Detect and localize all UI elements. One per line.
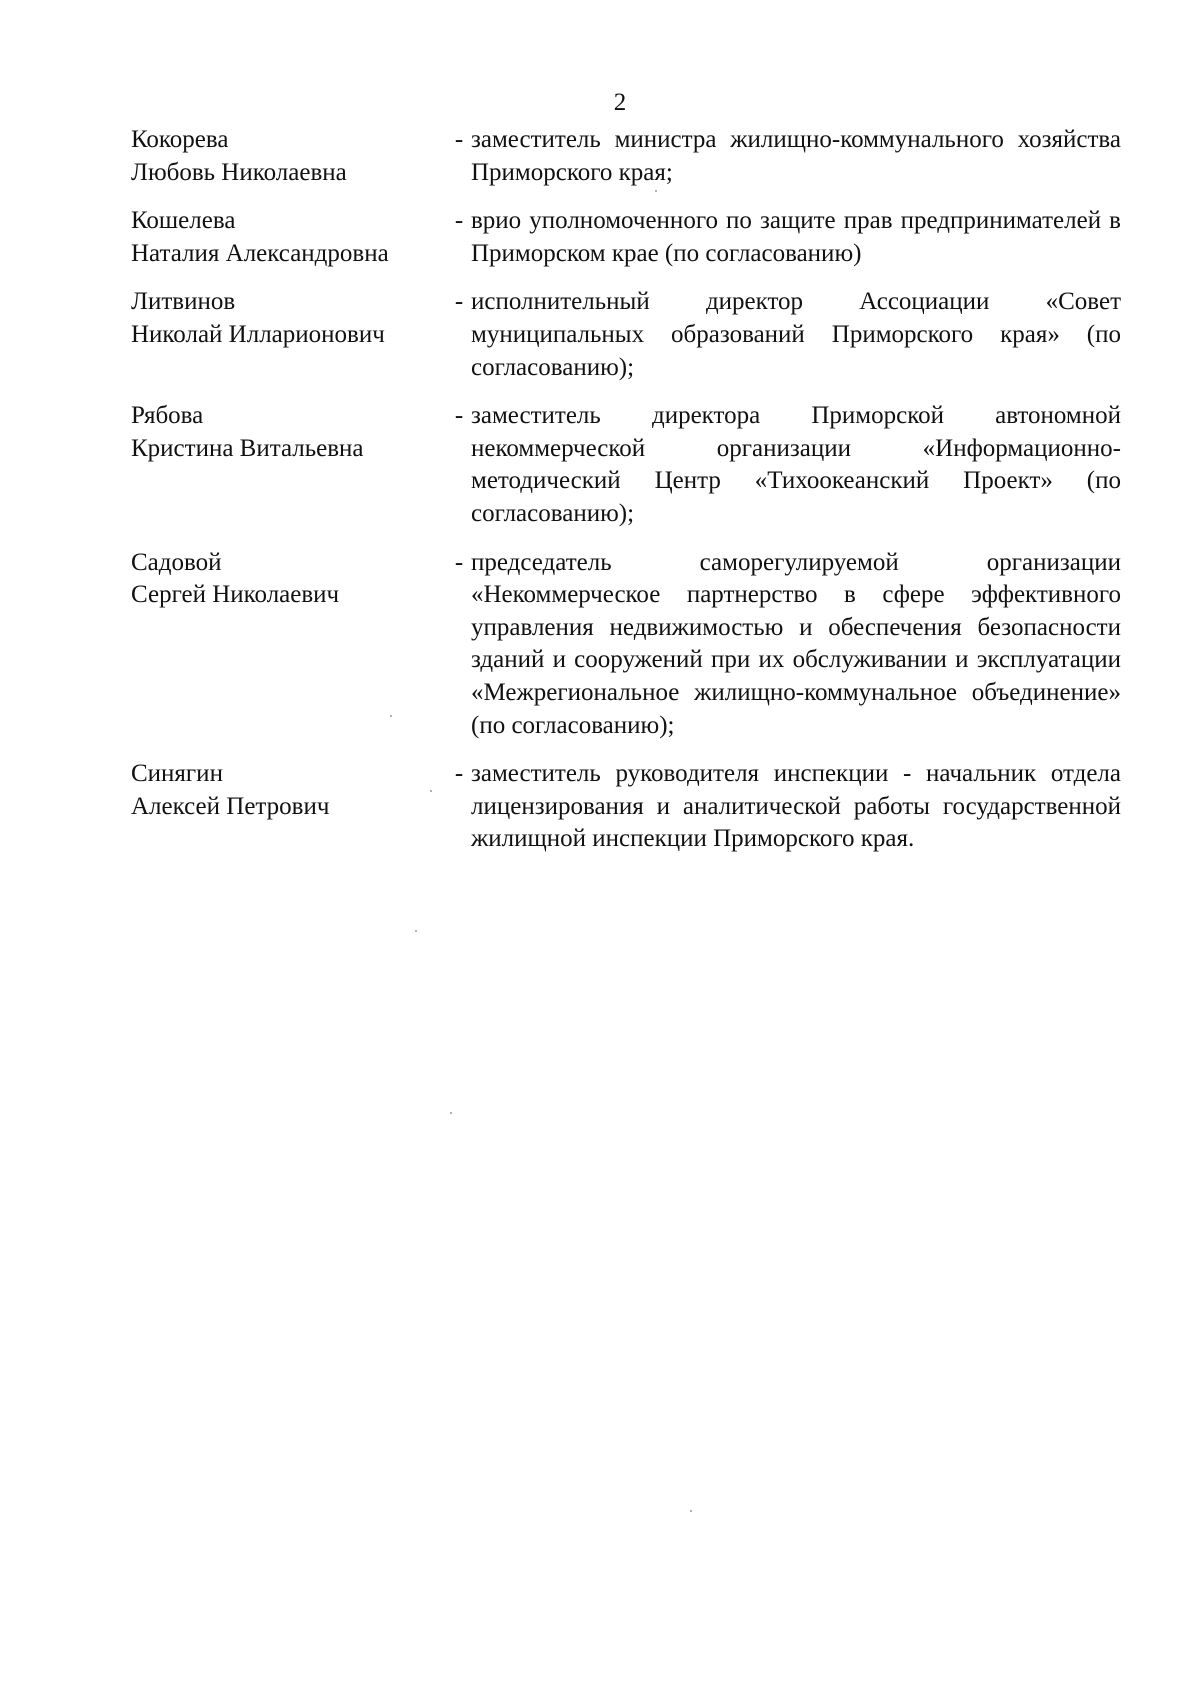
- scan-speck: [415, 930, 417, 932]
- given-names: Любовь Николаевна: [131, 158, 347, 186]
- position-description: заместитель директора Приморской автономной некоммерческой организации «Информационно-методический Центр «Тихоокеанский Проект» (по согласованию);: [471, 402, 1121, 527]
- given-names: Николай Илларионович: [131, 320, 385, 348]
- scan-speck: [655, 190, 657, 192]
- person-name: [131, 205, 441, 270]
- dash-separator: -: [454, 760, 464, 788]
- member-list: [131, 124, 1121, 856]
- position-description: председатель саморегулируемой организации «Некоммерческое партнерство в сфере эффективного управления недвижимостью и обеспечения безопасности зданий и сооружений при их обслуживании и эксплуатации «Межрегиональное жилищно-коммунальное объединение» (по согласованию);: [471, 548, 1121, 739]
- given-names: Наталия Александровна: [131, 239, 389, 267]
- person-name: [131, 400, 441, 465]
- list-item: [131, 758, 1121, 856]
- dash-separator: -: [454, 402, 464, 430]
- given-names: Сергей Николаевич: [131, 581, 340, 609]
- person-name: [131, 124, 441, 189]
- given-names: Кристина Витальевна: [131, 434, 364, 462]
- surname: Кошелева: [131, 207, 236, 235]
- surname: Садовой: [131, 548, 222, 576]
- dash-separator: -: [454, 207, 464, 235]
- position-description: заместитель министра жилищно-коммунального хозяйства Приморского края;: [471, 126, 1121, 186]
- position-description: исполнительный директор Ассоциации «Совет муниципальных образований Приморского края» (по согласованию);: [471, 288, 1121, 381]
- scan-speck: [690, 1510, 692, 1512]
- surname: Кокорева: [131, 126, 229, 153]
- given-names: Алексей Петрович: [131, 792, 330, 820]
- list-item: [131, 124, 1121, 189]
- position-description: врио уполномоченного по защите прав предпринимателей в Приморском крае (по согласованию): [471, 207, 1121, 267]
- dash-separator: -: [454, 548, 464, 576]
- list-item: [131, 400, 1121, 530]
- dash-separator: -: [454, 126, 464, 153]
- page-number: 2: [613, 89, 627, 116]
- scan-speck: [430, 790, 432, 792]
- person-name: [131, 547, 441, 612]
- surname: Синягин: [131, 760, 223, 788]
- list-item: [131, 205, 1121, 270]
- list-item: [131, 286, 1121, 384]
- surname: Рябова: [131, 402, 204, 430]
- list-item: [131, 547, 1121, 743]
- scan-speck: [390, 715, 392, 717]
- person-name: [131, 286, 441, 351]
- dash-separator: -: [454, 288, 464, 316]
- surname: Литвинов: [131, 288, 236, 316]
- person-name: [131, 758, 441, 823]
- scan-speck: [450, 1112, 452, 1114]
- position-description: заместитель руководителя инспекции - начальник отдела лицензирования и аналитической работы государственной жилищной инспекции Приморского края.: [471, 760, 1121, 853]
